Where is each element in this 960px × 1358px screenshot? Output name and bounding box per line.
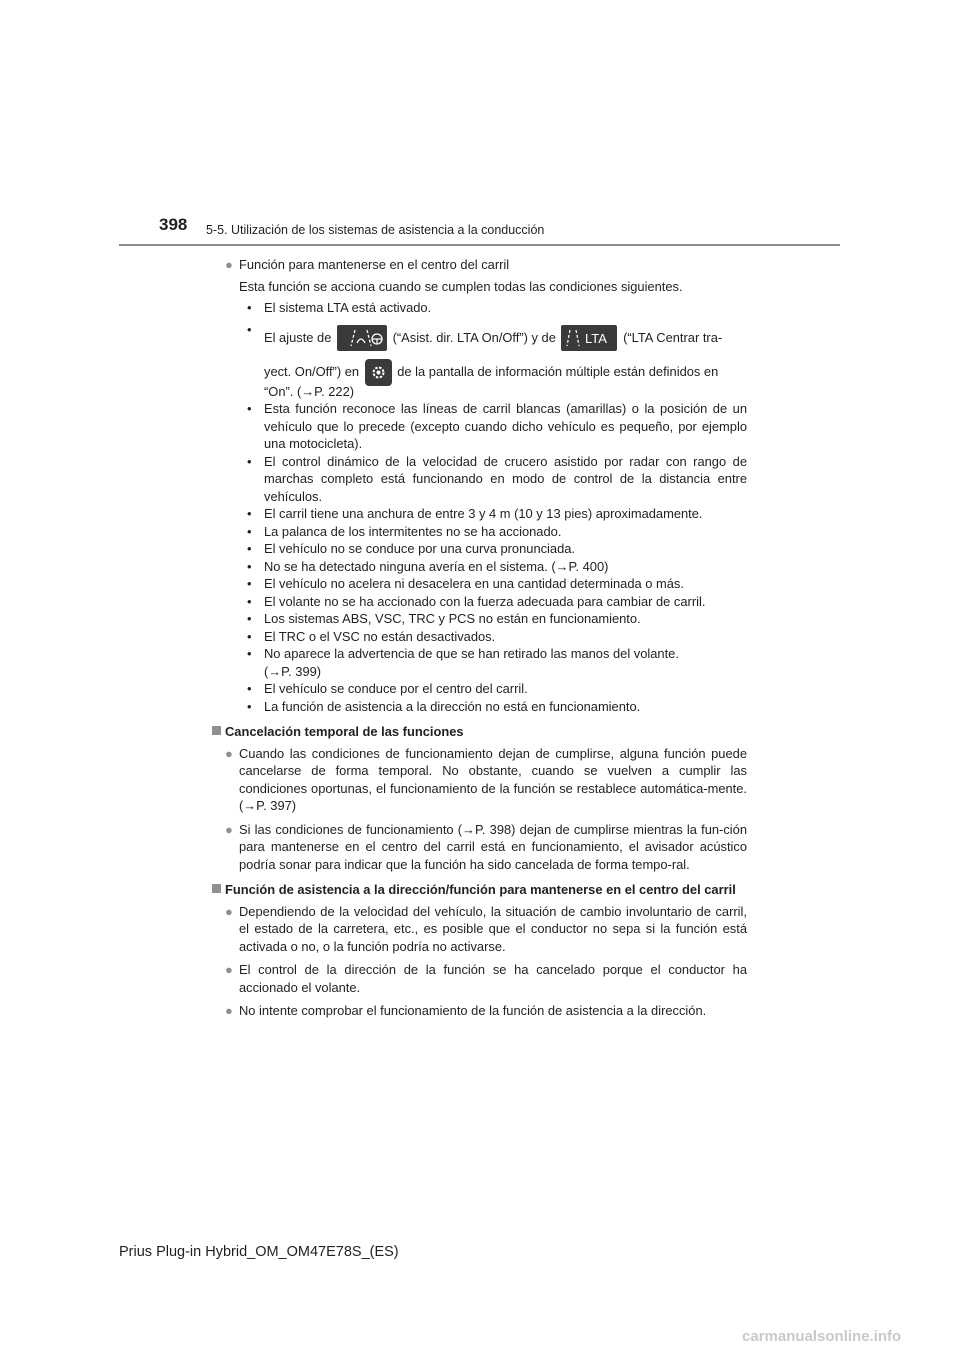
bullet-item: ● El control de la dirección de la función se ha cancelado porque el conductor ha accionado el volante.	[225, 962, 747, 995]
bullet-item: ● Si las condiciones de funcionamiento (→P. 398) dejan de cumplirse mientras la fun-ción para mantenerse en el centro del carril está en funcionamiento, el avisador acústico podría sonar para indicar que la función ha sido cancelada de forma tempo-ral.	[225, 821, 747, 872]
condition-item: • El vehículo se conduce por el centro del carril.	[247, 681, 528, 696]
paragraph: Esta función se acciona cuando se cumplen todas las condiciones siguientes.	[239, 278, 683, 294]
section-heading: Cancelación temporal de las funciones	[225, 723, 747, 741]
section-title: 5-5. Utilización de los sistemas de asistencia a la conducción	[206, 223, 545, 237]
header-rule	[119, 244, 840, 246]
condition-item: • La función de asistencia a la dirección no está en funcionamiento.	[247, 698, 641, 714]
condition-item: • No se ha detectado ninguna avería en el sistema. (→P. 400)	[247, 558, 609, 574]
lta-label: LTA	[585, 331, 608, 347]
condition-list	[225, 299, 747, 715]
bullet-icon: ●	[225, 257, 233, 272]
condition-item: • No aparece la advertencia de que se han retirado las manos del volante. (→P. 399)	[247, 646, 679, 679]
condition-item: • El TRC o el VSC no están desactivados.	[247, 628, 496, 644]
lta-centering-icon	[561, 325, 617, 351]
item-title: Función para mantenerse en el centro del carril	[239, 257, 510, 272]
condition-item: • Los sistemas ABS, VSC, TRC y PCS no están en funcionamiento.	[247, 611, 641, 626]
page-content	[225, 256, 747, 1020]
bullet-icon: ●	[225, 745, 233, 761]
square-bullet-icon	[212, 884, 221, 893]
footer-model-code: Prius Plug-in Hybrid_OM_OM47E78S_(ES)	[119, 1244, 399, 1260]
condition-item: • Esta función reconoce las líneas de carril blancas (amarillas) o la posición de un vehículo que lo precede (excepto cuando dicho vehículo es pequeño, por ejemplo una motocicleta).	[247, 401, 747, 451]
square-bullet-icon	[212, 726, 221, 735]
watermark: carmanualsonline.info	[742, 1328, 902, 1345]
bullet-item	[225, 256, 747, 274]
condition-item: • El control dinámico de la velocidad de crucero asistido por radar con rango de marchas completo está funcionando en modo de control de la distancia entre vehículos.	[247, 453, 747, 504]
steering-assist-icon	[337, 325, 387, 351]
condition-item: • El vehículo no acelera ni desacelera en una cantidad determinada o más.	[247, 576, 684, 591]
page-number: 398	[159, 215, 188, 234]
condition-item: • El volante no se ha accionado con la fuerza adecuada para cambiar de carril.	[247, 593, 706, 609]
bullet-icon: ●	[225, 821, 233, 837]
bullet-icon: ●	[225, 962, 233, 977]
condition-item: • El ajuste de (“Asist. dir. LTA On/Off”) y de LTA (“LTA Centrar tra- yect. On/Off”) en de la pantalla de información múltiple están definidos en	[239, 321, 747, 389]
condition-item-cont: “On”. (→P. 222)	[264, 383, 355, 399]
condition-item: • El vehículo no se conduce por una curva pronunciada.	[247, 541, 576, 556]
condition-item: • La palanca de los intermitentes no se ha accionado.	[247, 523, 562, 539]
condition-item: • El carril tiene una anchura de entre 3 y 4 m (10 y 13 pies) aproximadamente.	[247, 506, 703, 521]
bullet-icon: ●	[225, 903, 233, 919]
bullet-item: ● Dependiendo de la velocidad del vehículo, la situación de cambio involuntario de carril, el estado de la carretera, etc., es posible que el conductor no sepa si la función está activada o no, o la función podría no activarse.	[225, 903, 747, 954]
bullet-item: ● Cuando las condiciones de funcionamiento dejan de cumplirse, alguna función puede cancelarse de forma temporal. No obstante, cuando se vuelven a cumplir las condiciones oportunas, el funcionamiento de la función se restablece automática-mente. (→P. 397)	[225, 745, 747, 813]
bullet-item: ● No intente comprobar el funcionamiento de la función de asistencia a la dirección.	[225, 1003, 707, 1018]
section-heading: Función de asistencia a la dirección/función para mantenerse en el centro del carril	[225, 881, 747, 899]
bullet-icon: ●	[225, 1003, 233, 1018]
condition-item: • El sistema LTA está activado.	[247, 300, 432, 315]
